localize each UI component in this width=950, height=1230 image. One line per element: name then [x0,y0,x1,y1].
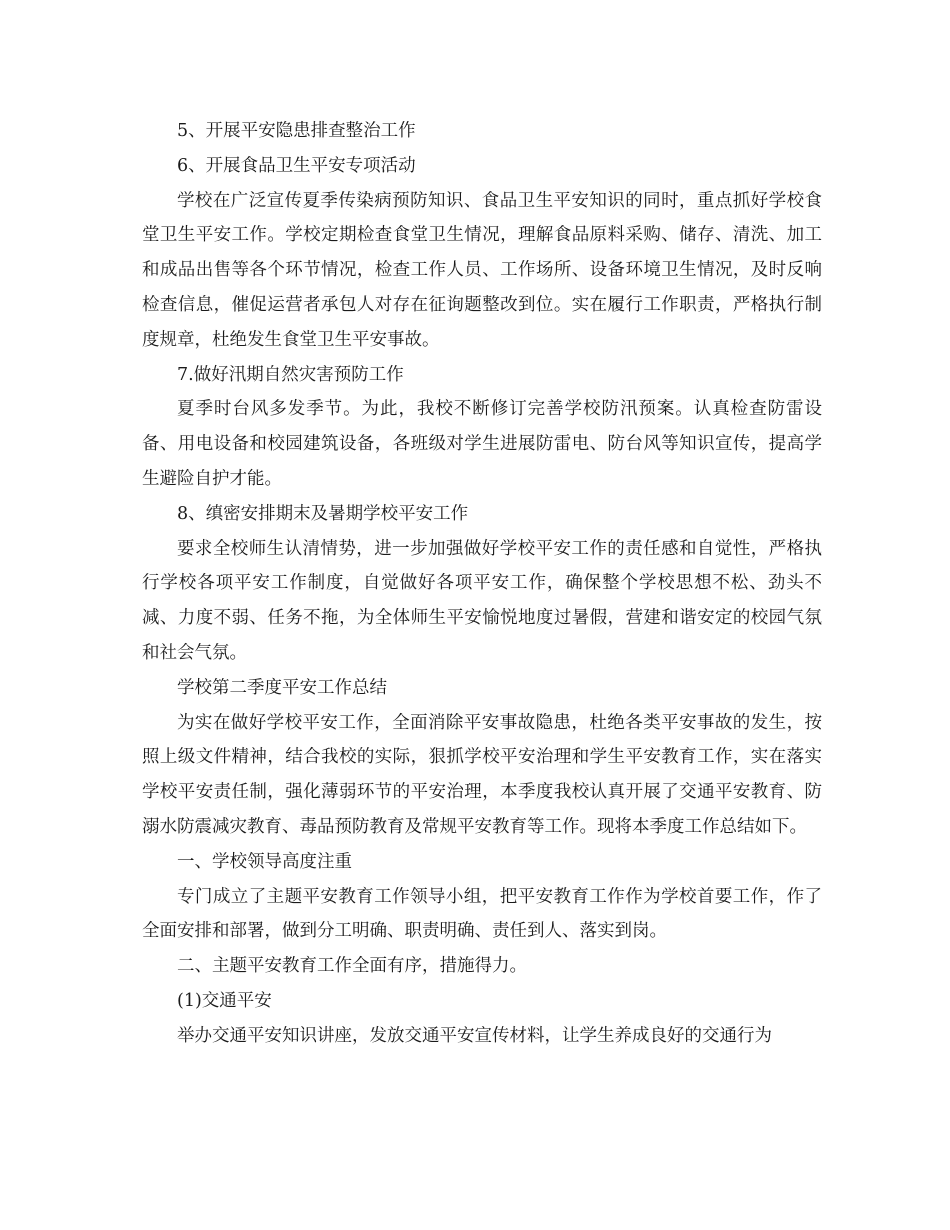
list-heading-5: 5、开展平安隐患排查整治工作 [177,121,416,141]
body-paragraph-intro: 为实在做好学校平安工作，全面消除平安事故隐患，杜绝各类平安事故的发生，按照上级文件精神，结合我校的实际，狠抓学校平安治理和学生平安教育工作，实在落实学校平安责任制，强化薄弱环节的平安治理，本季度我校认真开展了交通平安教育、防溺水防震减灾教育、毒品预防教育及常规平安教育等工作。现将本季度工作总结如下。 [142,712,822,837]
document-body [142,114,822,1054]
list-heading-7: 7.做好汛期自然灾害预防工作 [177,364,404,385]
list-heading-6: 6、开展食品卫生平安专项活动 [177,155,416,176]
list-heading-8: 8、缜密安排期末及暑期学校平安工作 [177,503,469,524]
section-heading-1: 一、学校领导高度注重 [177,851,352,872]
body-paragraph-summer-safety: 要求全校师生认清情势，进一步加强做好学校平安工作的责任感和自觉性，严格执行学校各项平安工作制度，自觉做好各项平安工作，确保整个学校思想不松、劲头不减、力度不弱、任务不拖，为全体师生平安愉悦地度过暑假，营建和谐安定的校园气氛和社会气氛。 [142,538,822,663]
body-paragraph-traffic: 举办交通平安知识讲座，发放交通平安宣传材料，让学生养成良好的交通行为 [177,1025,772,1046]
body-paragraph-leadership: 专门成立了主题平安教育工作领导小组，把平安教育工作作为学校首要工作，作了全面安排和部署，做到分工明确、职责明确、责任到人、落实到岗。 [142,886,822,942]
body-paragraph-flood-prevention: 夏季时台风多发季节。为此，我校不断修订完善学校防汛预案。认真检查防雷设备、用电设备和校园建筑设备，各班级对学生进展防雷电、防台风等知识宣传，提高学生避险自护才能。 [142,399,822,489]
subsection-heading-traffic: (1)交通平安 [177,990,272,1011]
body-paragraph-food-safety: 学校在广泛宣传夏季传染病预防知识、食品卫生平安知识的同时，重点抓好学校食堂卫生平安工作。学校定期检查食堂卫生情况，理解食品原料采购、储存、清洗、加工和成品出售等各个环节情况，检查工作人员、工作场所、设备环境卫生情况，及时反响检查信息，催促运营者承包人对存在征询题整改到位。实在履行工作职责，严格执行制度规章，杜绝发生食堂卫生平安事故。 [142,190,822,350]
section-heading-2: 二、主题平安教育工作全面有序，措施得力。 [177,956,527,977]
section-title: 学校第二季度平安工作总结 [177,677,387,698]
